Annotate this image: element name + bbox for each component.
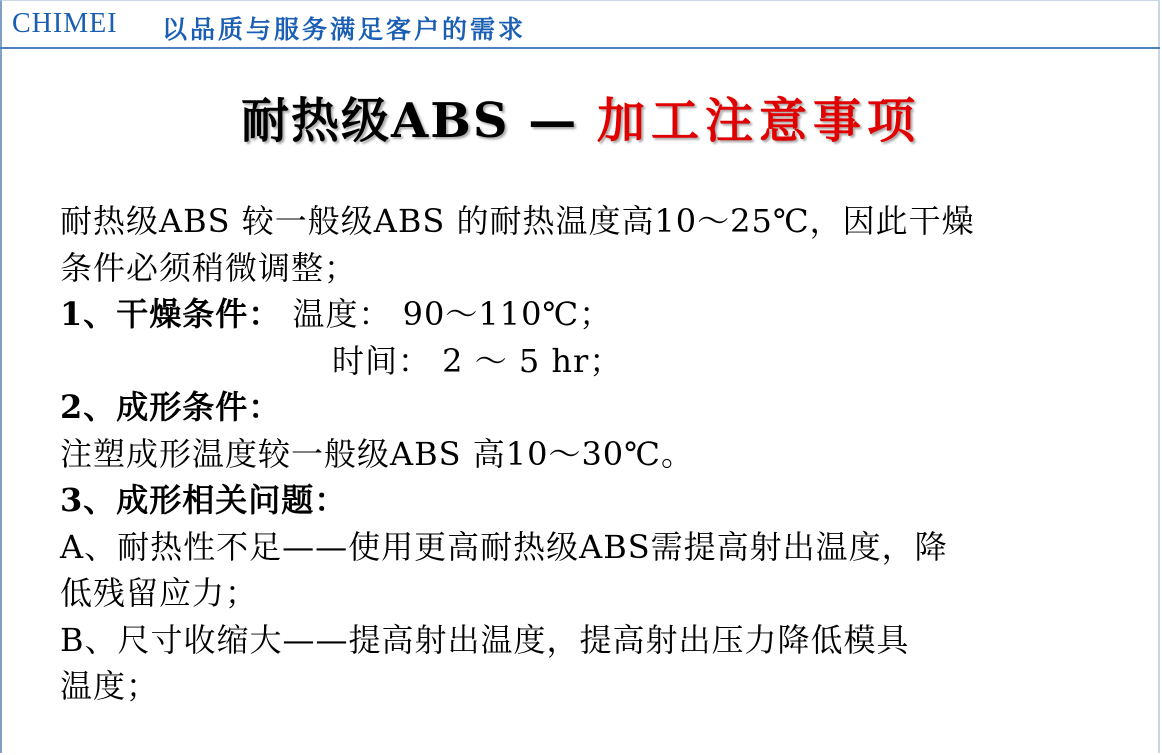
molding-heading: 2、成形条件： xyxy=(60,388,282,426)
slide-body xyxy=(60,198,1120,710)
drying-time-row xyxy=(60,338,1120,385)
issue-b-line-1: B、尺寸收缩大——提高射出温度，提高射出压力降低模具 xyxy=(60,620,910,659)
title-separator: — xyxy=(509,93,597,149)
issue-b-line-2: 温度； xyxy=(60,667,160,705)
intro-line-1: 耐热级ABS 较一般级ABS 的耐热温度高10～25℃，因此干燥 xyxy=(60,202,975,240)
slide-title xyxy=(0,82,1162,151)
title-accent: 加工注意事项 xyxy=(596,93,921,149)
company-slogan: 以品质与服务满足客户的需求 xyxy=(162,15,527,44)
issue-a-line-1: A、耐热性不足——使用更高耐热级ABS需提高射出温度，降 xyxy=(60,527,948,566)
title-main: 耐热级ABS xyxy=(241,93,510,149)
drying-temperature: 温度： 90～110℃； xyxy=(281,295,613,333)
molding-text: 注塑成形温度较一般级ABS 高10～30℃。 xyxy=(60,434,694,473)
brand-logo-text: CHIMEI xyxy=(12,8,118,39)
drying-conditions-row xyxy=(60,291,1120,338)
slide-header xyxy=(0,0,1160,50)
drying-heading: 1、干燥条件： xyxy=(60,295,282,333)
header-divider xyxy=(0,47,1160,49)
intro-line-2: 条件必须稍微调整； xyxy=(60,248,358,287)
issues-heading: 3、成形相关问题： xyxy=(60,481,348,519)
drying-time: 时间： 2 ～ 5 hr； xyxy=(332,341,623,380)
issue-a-line-2: 低残留应力； xyxy=(60,574,259,612)
